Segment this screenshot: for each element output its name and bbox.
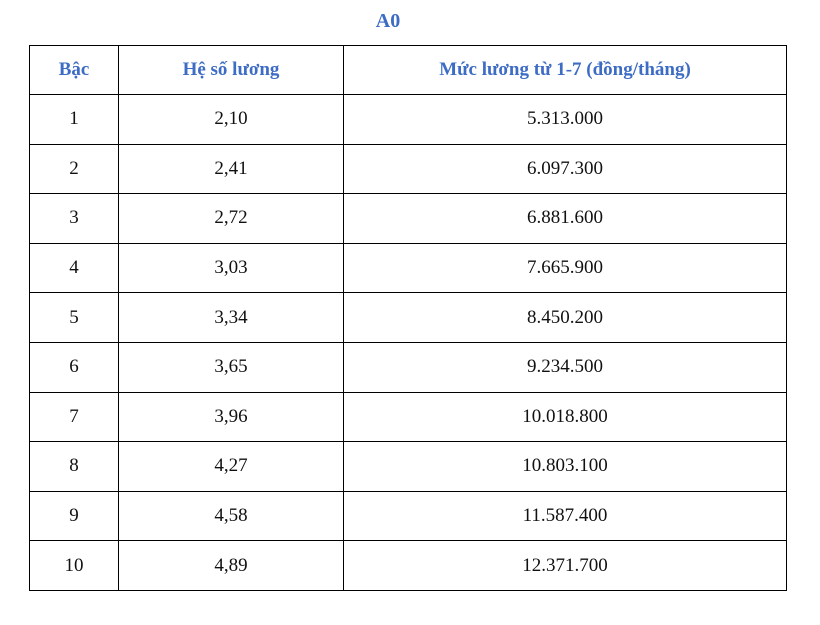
table-row — [30, 293, 787, 343]
cell-muc-luong: 6.097.300 — [344, 144, 787, 194]
salary-table — [29, 45, 787, 591]
cell-bac: 10 — [30, 541, 119, 591]
cell-bac: 7 — [30, 392, 119, 442]
cell-he-so: 2,10 — [119, 95, 344, 145]
cell-he-so: 3,03 — [119, 243, 344, 293]
table-row — [30, 442, 787, 492]
table-row — [30, 392, 787, 442]
cell-bac: 9 — [30, 491, 119, 541]
cell-he-so: 3,65 — [119, 342, 344, 392]
cell-muc-luong: 7.665.900 — [344, 243, 787, 293]
cell-muc-luong: 10.018.800 — [344, 392, 787, 442]
cell-bac: 1 — [30, 95, 119, 145]
table-row — [30, 491, 787, 541]
table-row — [30, 95, 787, 145]
header-muc-luong: Mức lương từ 1-7 (đồng/tháng) — [344, 46, 787, 95]
cell-muc-luong: 5.313.000 — [344, 95, 787, 145]
table-row — [30, 342, 787, 392]
cell-bac: 3 — [30, 194, 119, 244]
header-he-so-luong: Hệ số lương — [119, 46, 344, 95]
table-header-row — [30, 46, 787, 95]
cell-he-so: 3,96 — [119, 392, 344, 442]
table-row — [30, 243, 787, 293]
table-row — [30, 144, 787, 194]
cell-muc-luong: 9.234.500 — [344, 342, 787, 392]
cell-bac: 6 — [30, 342, 119, 392]
table-row — [30, 194, 787, 244]
cell-muc-luong: 11.587.400 — [344, 491, 787, 541]
cell-muc-luong: 10.803.100 — [344, 442, 787, 492]
cell-muc-luong: 8.450.200 — [344, 293, 787, 343]
cell-bac: 5 — [30, 293, 119, 343]
cell-he-so: 4,89 — [119, 541, 344, 591]
cell-bac: 4 — [30, 243, 119, 293]
page-title: A0 — [375, 10, 401, 32]
cell-he-so: 2,72 — [119, 194, 344, 244]
cell-muc-luong: 12.371.700 — [344, 541, 787, 591]
cell-bac: 8 — [30, 442, 119, 492]
cell-he-so: 4,58 — [119, 491, 344, 541]
cell-he-so: 4,27 — [119, 442, 344, 492]
cell-he-so: 2,41 — [119, 144, 344, 194]
table-row — [30, 541, 787, 591]
cell-muc-luong: 6.881.600 — [344, 194, 787, 244]
header-bac: Bậc — [30, 46, 119, 95]
cell-he-so: 3,34 — [119, 293, 344, 343]
cell-bac: 2 — [30, 144, 119, 194]
